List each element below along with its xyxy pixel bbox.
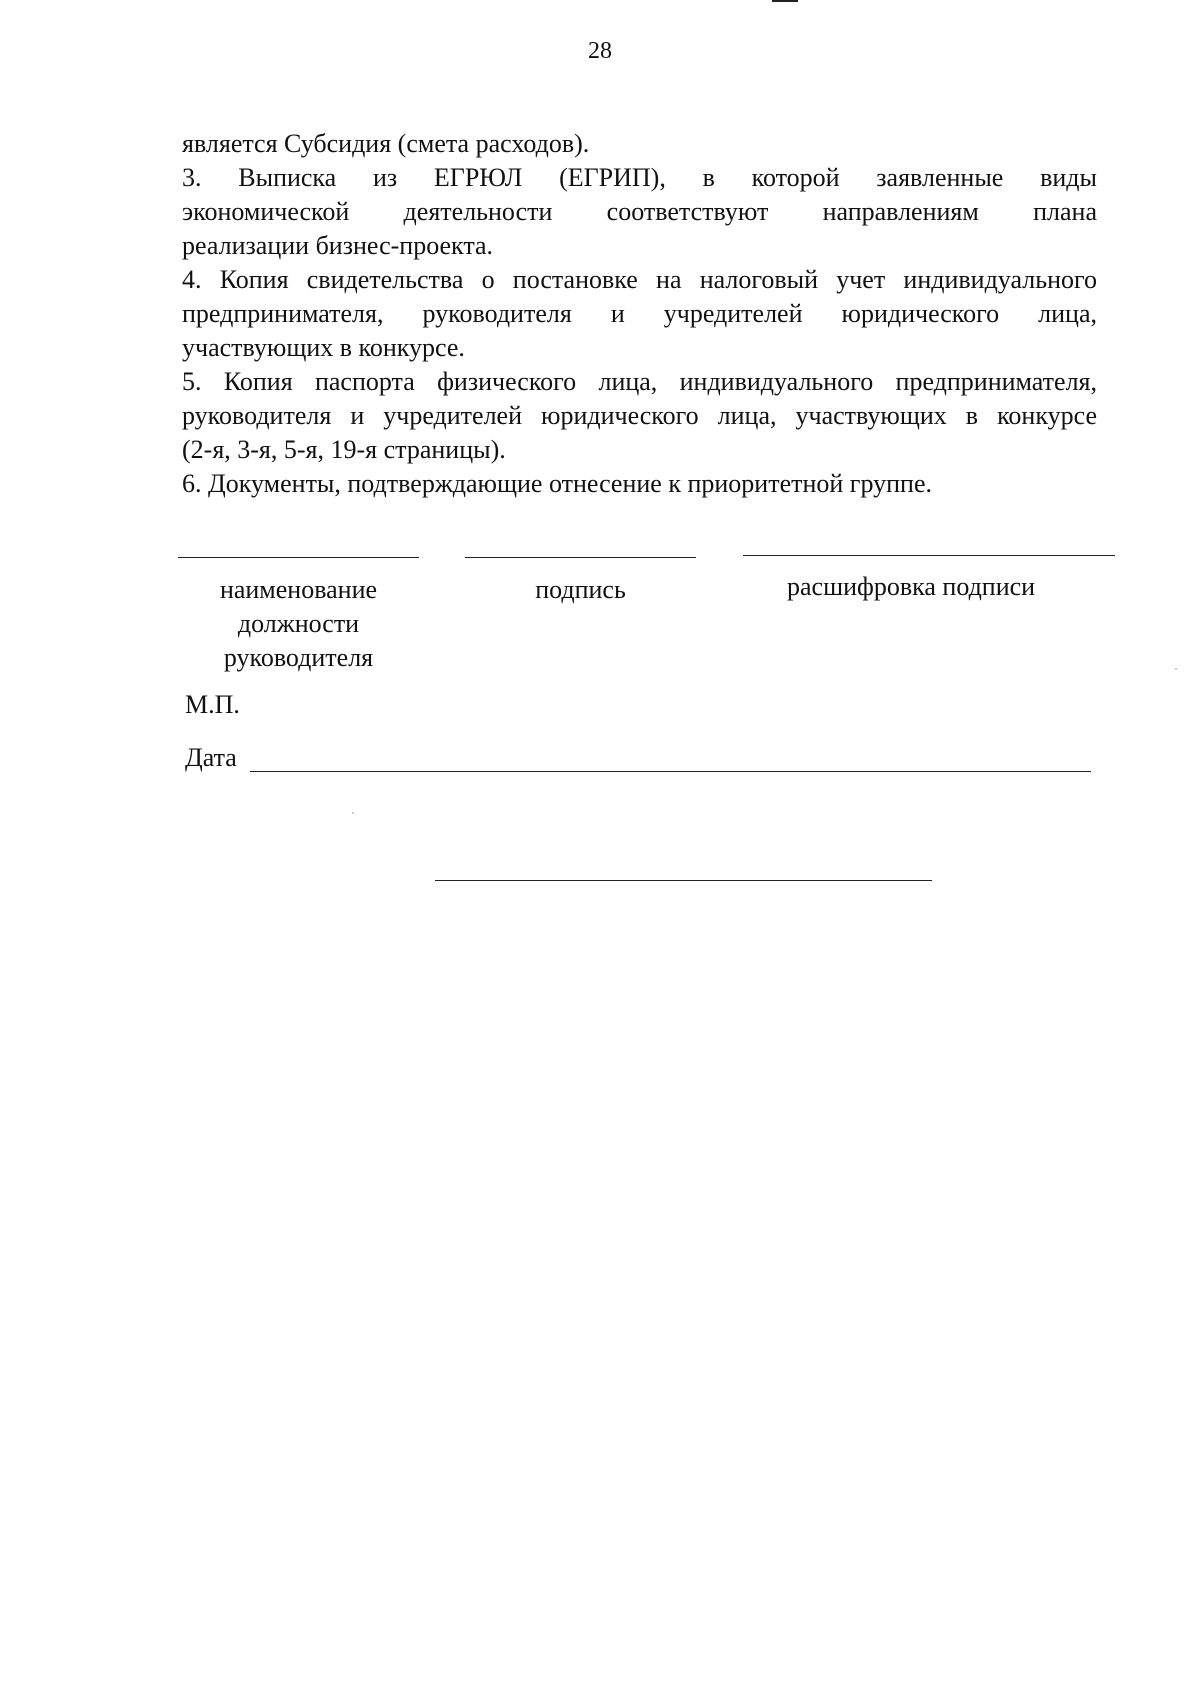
page-number: 28 [588,38,612,64]
stamp-label: М.П. [185,690,240,719]
body-line: 4. Копия свидетельства о постановке на налоговый учет индивидуального [182,265,1097,294]
signature-line [465,557,696,558]
signature-label: подпись [535,575,626,604]
body-line: 5. Копия паспорта физического лица, индивидуального предпринимателя, [182,367,1097,396]
scan-speck [1175,668,1177,670]
body-line: 6. Документы, подтверждающие отнесение к приоритетной группе. [182,469,932,498]
end-of-document-line [435,880,932,881]
position-label-line: наименование [219,575,378,604]
body-line: руководителя и учредителей юридического лица, участвующих в конкурсе [182,401,1097,430]
date-label: Дата [185,743,237,772]
position-label-line: должности [237,609,360,638]
body-line: участвующих в конкурсе. [182,333,465,362]
date-field-line [250,771,1091,772]
body-line: экономической деятельности соответствуют направлениям плана [182,197,1097,226]
position-label [178,573,419,675]
scan-speck [352,812,354,814]
position-label-line: руководителя [223,643,374,672]
body-line: (2-я, 3-я, 5-я, 19-я страницы). [182,435,506,464]
document-body [182,127,1097,501]
body-line: 3. Выписка из ЕГРЮЛ (ЕГРИП), в которой заявленные виды [182,163,1097,192]
position-signature-line [178,557,419,558]
decoding-label: расшифровка подписи [787,572,1036,601]
body-line: реализации бизнес-проекта. [182,231,494,260]
body-line: является Субсидия (смета расходов). [182,129,590,158]
top-scan-mark [772,0,798,2]
body-line: предпринимателя, руководителя и учредителей юридического лица, [182,299,1097,328]
decoding-signature-line [743,555,1115,556]
